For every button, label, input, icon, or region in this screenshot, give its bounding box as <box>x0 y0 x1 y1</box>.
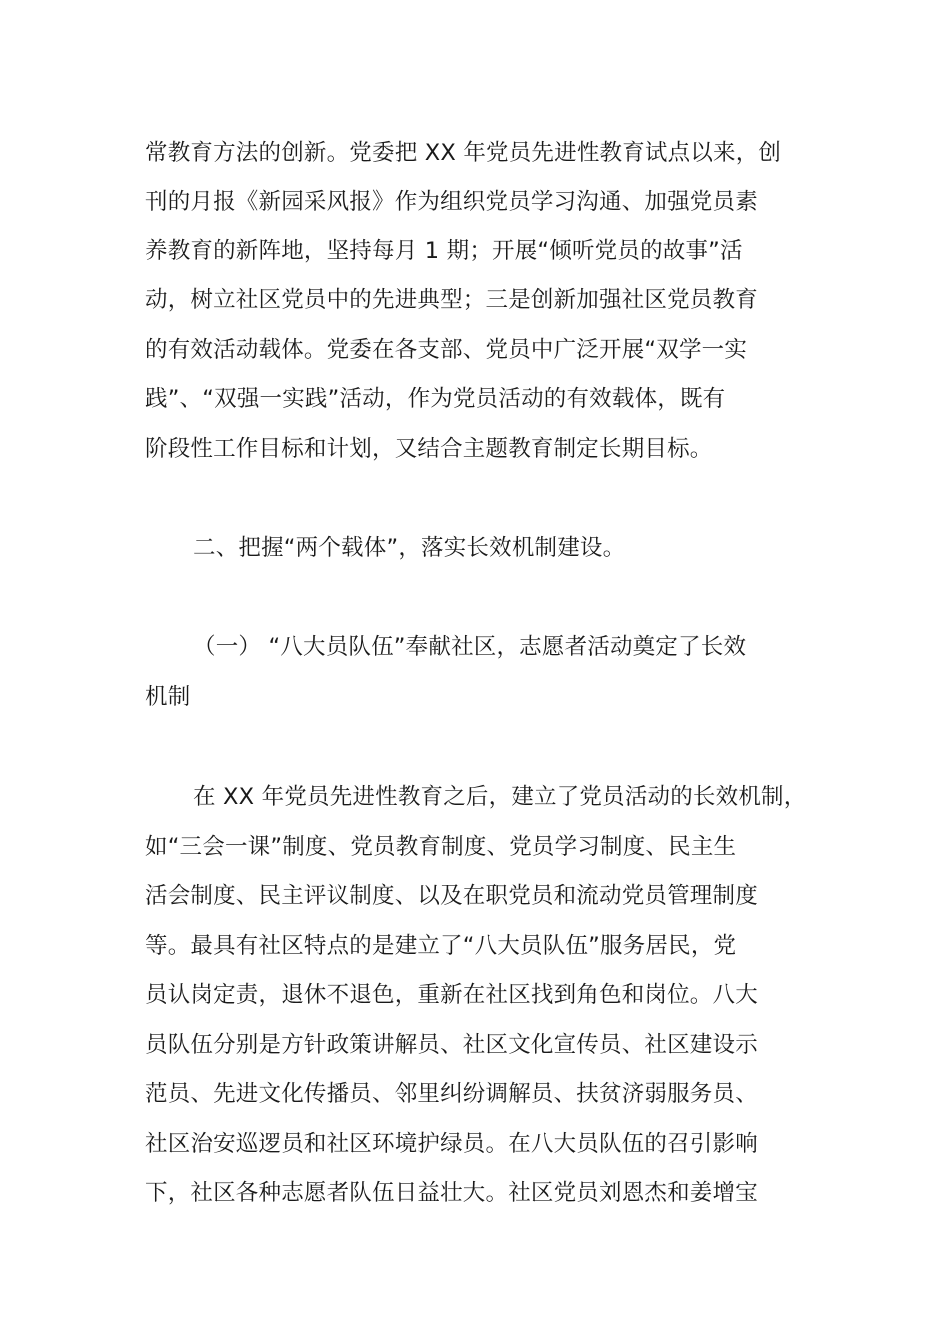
text-line: 动，树立社区党员中的先进典型；三是创新加强社区党员教育 <box>145 287 758 313</box>
text-line: 常教育方法的创新。党委把 XX 年党员先进性教育试点以来，创 <box>145 140 782 166</box>
text-line: （一） “八大员队伍”奉献社区，志愿者活动奠定了长效 <box>193 634 747 660</box>
text-line: 刊的月报《新园采风报》作为组织党员学习沟通、加强党员素 <box>145 189 758 215</box>
text-line: 如“三会一课”制度、党员教育制度、党员学习制度、民主生 <box>145 834 737 860</box>
section-heading: 二、把握“两个载体”，落实长效机制建设。 <box>193 535 626 561</box>
text-line: 等。最具有社区特点的是建立了“八大员队伍”服务居民，党 <box>145 933 737 959</box>
text-line: 活会制度、民主评议制度、以及在职党员和流动党员管理制度 <box>145 883 758 909</box>
text-line: 社区治安巡逻员和社区环境护绿员。在八大员队伍的召引影响 <box>145 1131 758 1157</box>
text-line: 范员、先进文化传播员、邻里纠纷调解员、扶贫济弱服务员、 <box>145 1081 758 1107</box>
text-line: 在 XX 年党员先进性教育之后，建立了党员活动的长效机制， <box>193 784 807 810</box>
text-line: 员队伍分别是方针政策讲解员、社区文化宣传员、社区建设示 <box>145 1032 758 1058</box>
text-line: 下，社区各种志愿者队伍日益壮大。社区党员刘恩杰和姜增宝 <box>145 1180 758 1206</box>
text-line: 养教育的新阵地，坚持每月 1 期；开展“倾听党员的故事”活 <box>145 238 743 264</box>
text-line: 阶段性工作目标和计划，又结合主题教育制定长期目标。 <box>145 436 713 462</box>
text-line: 践”、“双强一实践”活动，作为党员活动的有效载体，既有 <box>145 386 726 412</box>
text-line: 员认岗定责，退休不退色，重新在社区找到角色和岗位。八大 <box>145 982 758 1008</box>
text-line: 机制 <box>145 684 191 710</box>
text-line: 的有效活动载体。党委在各支部、党员中广泛开展“双学一实 <box>145 337 748 363</box>
